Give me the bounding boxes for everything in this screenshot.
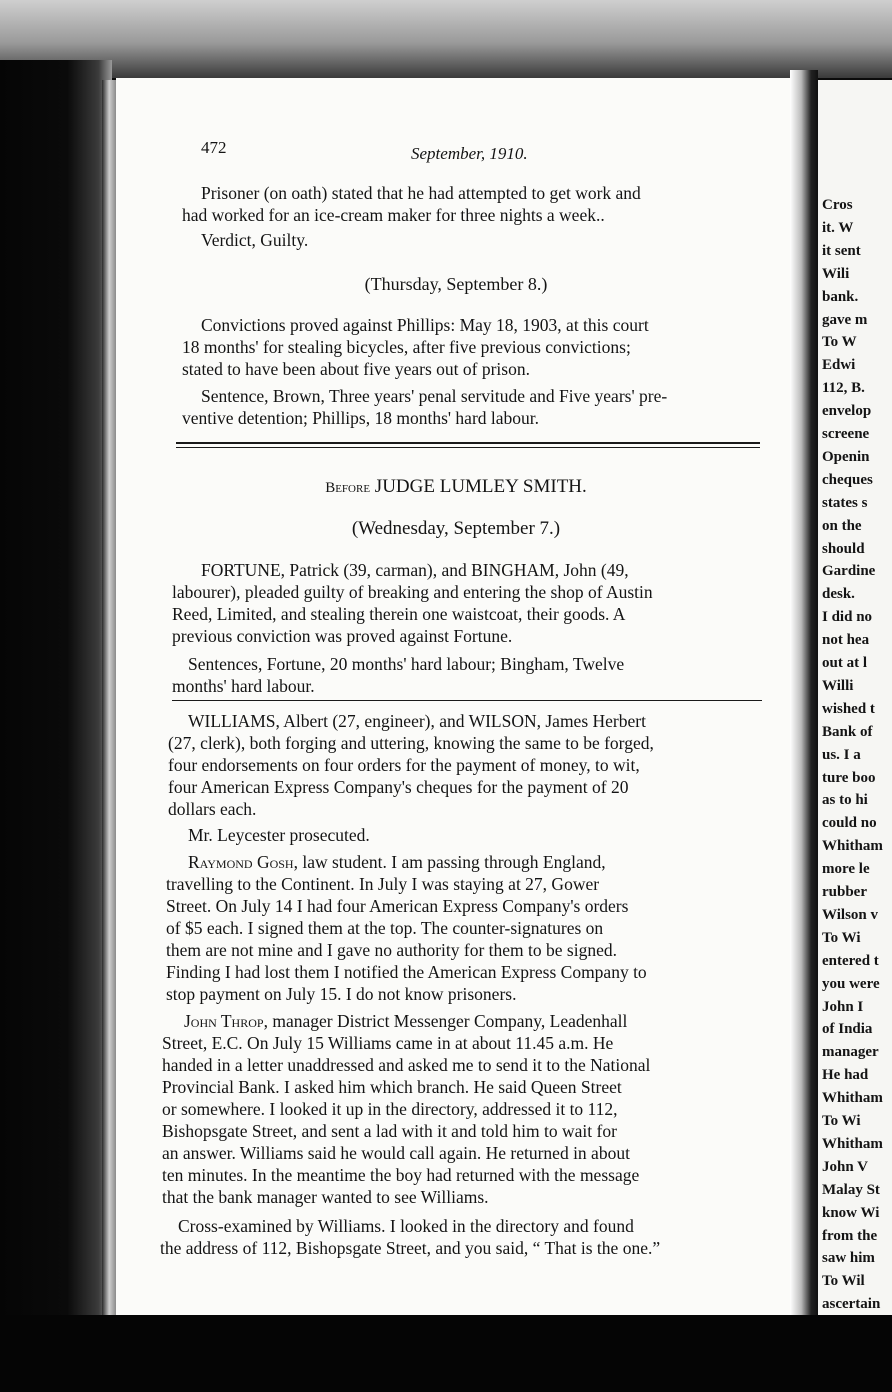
- facing-page-line: Edwi: [822, 357, 856, 374]
- text-line: previous conviction was proved against Fortune.: [172, 626, 513, 646]
- facing-page-line: Wili: [822, 265, 850, 282]
- facing-page-line: ture boo: [822, 769, 876, 786]
- text-line: Bishopsgate Street, and sent a lad with it and told him to wait for: [162, 1121, 617, 1141]
- text-line: Sentence, Brown, Three years' penal servitude and Five years' pre-: [201, 386, 668, 406]
- facing-page-line: He had: [822, 1067, 869, 1084]
- page-gutter: [790, 70, 818, 1315]
- facing-page-line: envelop: [822, 403, 872, 420]
- text-line: [184, 1010, 627, 1032]
- judge-heading: [116, 476, 796, 498]
- text-line: [188, 851, 606, 873]
- facing-page-line: Cros: [822, 197, 853, 213]
- scan-background-left: [0, 60, 112, 1392]
- facing-page-line: entered t: [822, 952, 879, 969]
- facing-page-line: To Wil: [822, 1273, 865, 1290]
- text-line: Convictions proved against Phillips: May 18, 1903, at this court: [201, 315, 649, 335]
- running-title: September, 1910.: [411, 144, 528, 163]
- facing-page-line: cheques: [822, 471, 873, 488]
- facing-page-line: Whitham: [822, 1090, 883, 1107]
- facing-page-line: more le: [822, 861, 870, 878]
- text-line: ten minutes. In the meantime the boy had returned with the message: [162, 1165, 640, 1185]
- facing-page-line: out at l: [822, 655, 867, 671]
- facing-page-line: it. W: [822, 219, 854, 236]
- witness-name: John Throp,: [184, 1011, 268, 1031]
- case-divider: [172, 700, 762, 701]
- text-line: had worked for an ice-cream maker for three nights a week..: [182, 205, 605, 225]
- text-line: travelling to the Continent. In July I was staying at 27, Gower: [166, 874, 600, 894]
- scan-background-bottom: [0, 1315, 892, 1392]
- text-line: Street. On July 14 I had four American Express Company's orders: [166, 896, 629, 916]
- facing-page-line: of India: [822, 1021, 873, 1038]
- facing-page-line: not hea: [822, 632, 870, 649]
- page-number: 472: [201, 138, 227, 157]
- facing-page-line: it sent: [822, 242, 861, 259]
- text-line: an answer. Williams said he would call again. He returned in about: [162, 1143, 630, 1163]
- witness-text: manager District Messenger Company, Leadenhall: [272, 1011, 628, 1031]
- text-line: Reed, Limited, and stealing therein one waistcoat, their goods. A: [172, 604, 626, 624]
- judge-heading-name: JUDGE LUMLEY SMITH.: [374, 476, 587, 497]
- text-line: dollars each.: [168, 799, 257, 819]
- facing-page-line: ascertain: [822, 1296, 881, 1313]
- facing-page-line: from the: [822, 1227, 878, 1244]
- facing-page-line: Willi: [822, 677, 854, 694]
- text-line: stated to have been about five years out of prison.: [182, 359, 530, 379]
- facing-page-line: us. I a: [822, 746, 861, 763]
- facing-page-line: could no: [822, 815, 877, 832]
- facing-page-line: Whitham: [822, 1135, 883, 1152]
- facing-page-line: I did no: [822, 609, 873, 626]
- text-line: Cross-examined by Williams. I looked in the directory and found: [178, 1216, 634, 1236]
- facing-page-line: wished t: [822, 700, 875, 717]
- facing-page-line: Bank of: [822, 723, 873, 740]
- facing-page-line: states s: [822, 494, 868, 511]
- text-line: Street, E.C. On July 15 Williams came in at about 11.45 a.m. He: [162, 1033, 614, 1053]
- text-line: labourer), pleaded guilty of breaking and entering the shop of Austin: [172, 582, 653, 602]
- facing-page-line: know Wi: [822, 1204, 880, 1221]
- text-line: Finding I had lost them I notified the American Express Company to: [166, 962, 647, 982]
- text-line: FORTUNE, Patrick (39, carman), and BINGHAM, John (49,: [201, 560, 629, 580]
- facing-page-line: To Wi: [822, 929, 861, 946]
- text-line: the address of 112, Bishopsgate Street, and you said, “ That is the one.”: [160, 1238, 661, 1258]
- facing-page-line: To Wi: [822, 1113, 861, 1129]
- witness-text: law student. I am passing through England,: [302, 852, 606, 872]
- facing-page-line: desk.: [822, 586, 855, 603]
- text-line: Sentences, Fortune, 20 months' hard labour; Bingham, Twelve: [188, 654, 625, 674]
- judge-heading-prefix: Before: [325, 480, 371, 496]
- section-divider: [176, 442, 760, 444]
- text-line: ventive detention; Phillips, 18 months' hard labour.: [182, 408, 540, 428]
- facing-page-line: gave m: [822, 311, 868, 328]
- facing-page-line: on the: [822, 517, 862, 534]
- witness-name: Raymond Gosh,: [188, 852, 298, 872]
- facing-page-line: To W: [822, 334, 857, 351]
- text-line: Mr. Leycester prosecuted.: [188, 825, 370, 845]
- text-line: handed in a letter unaddressed and asked me to send it to the National: [162, 1055, 651, 1075]
- facing-page-line: saw him: [822, 1250, 875, 1267]
- section-divider: [176, 447, 760, 448]
- text-line: Provincial Bank. I asked him which branch. He said Queen Street: [162, 1077, 622, 1097]
- facing-page-line: rubber: [822, 884, 867, 900]
- facing-page-line: Openin: [822, 448, 870, 465]
- facing-page-line: Gardine: [822, 563, 876, 580]
- facing-page-line: should: [822, 540, 865, 557]
- book-page-right-edge: [818, 80, 892, 1315]
- text-line: or somewhere. I looked it up in the directory, addressed it to 112,: [162, 1099, 618, 1119]
- facing-page-line: John I: [822, 998, 864, 1015]
- text-line: WILLIAMS, Albert (27, engineer), and WILSON, James Herbert: [188, 711, 646, 731]
- facing-page-line: bank.: [822, 288, 859, 305]
- facing-page-line: 112, B.: [822, 380, 865, 397]
- text-line: months' hard labour.: [172, 676, 315, 696]
- facing-page-line: you were: [822, 975, 880, 992]
- facing-page-line: Wilson v: [822, 906, 878, 923]
- day-heading: (Thursday, September 8.): [364, 274, 548, 294]
- book-page-left: [116, 78, 796, 1315]
- facing-page-line: manager: [822, 1044, 879, 1061]
- text-line: of $5 each. I signed them at the top. The counter-signatures on: [166, 918, 604, 938]
- text-line: four endorsements on four orders for the payment of money, to wit,: [168, 755, 640, 775]
- facing-page-line: Whitham: [822, 838, 883, 855]
- text-line: four American Express Company's cheques for the payment of 20: [168, 777, 629, 797]
- text-line: stop payment on July 15. I do not know prisoners.: [166, 984, 517, 1004]
- text-line: (27, clerk), both forging and uttering, knowing the same to be forged,: [168, 733, 654, 753]
- facing-page-line: screene: [822, 426, 870, 442]
- facing-page-line: John V: [822, 1158, 868, 1175]
- text-line: that the bank manager wanted to see Williams.: [162, 1187, 489, 1207]
- facing-page-line: Malay St: [822, 1181, 880, 1198]
- day-heading: (Wednesday, September 7.): [351, 518, 561, 539]
- text-line: Prisoner (on oath) stated that he had attempted to get work and: [201, 183, 641, 203]
- scan-background-top: [0, 0, 892, 78]
- text-line: them are not mine and I gave no authority for them to be signed.: [166, 940, 617, 960]
- facing-page-line: as to hi: [822, 792, 868, 809]
- text-line: 18 months' for stealing bicycles, after five previous convictions;: [182, 337, 631, 357]
- text-line: Verdict, Guilty.: [201, 230, 309, 250]
